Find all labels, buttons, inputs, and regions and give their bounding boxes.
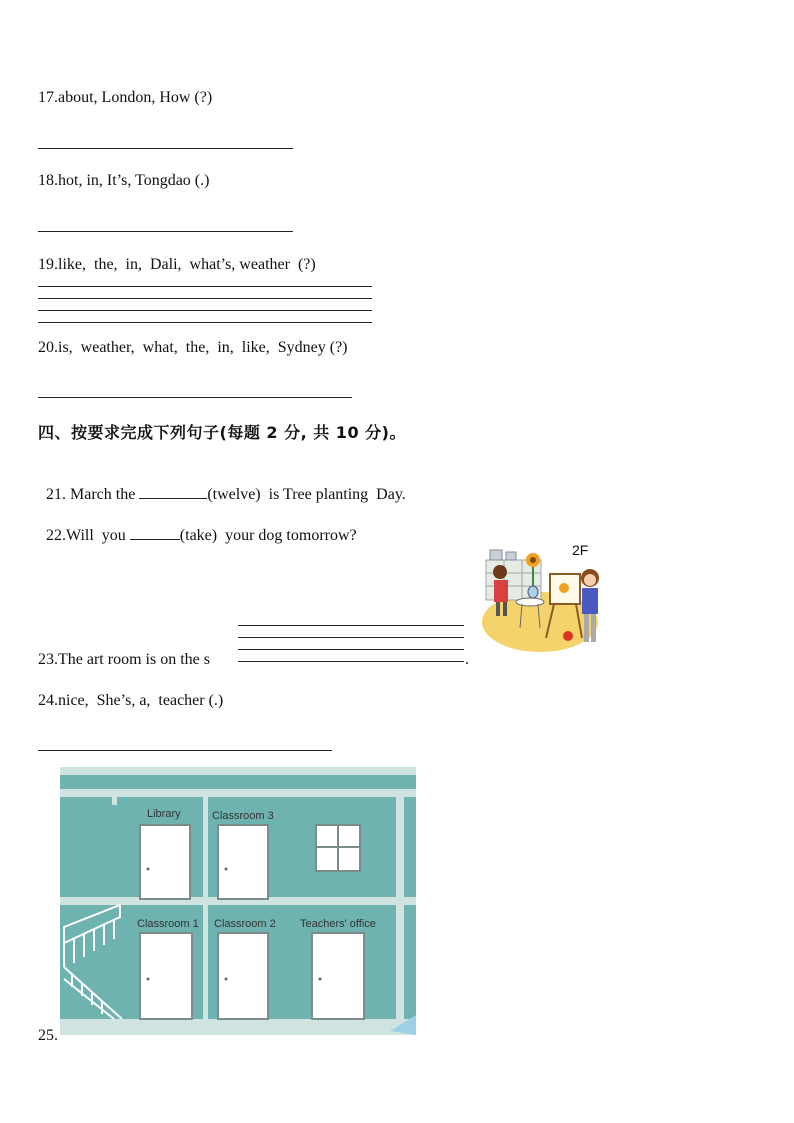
room-label-classroom-2: Classroom 2 <box>214 918 276 930</box>
question-23-end: . <box>465 651 469 668</box>
question-21 <box>38 463 406 505</box>
school-building-illustration <box>60 767 418 1039</box>
question-23: 23.The art room is on the s <box>38 651 210 668</box>
answer-line-19c[interactable] <box>38 310 372 311</box>
room-label-classroom-1: Classroom 1 <box>137 918 199 930</box>
question-19: 19.like, the, in, Dali, what’s, weather (?) <box>38 256 316 273</box>
question-22-after: (take) your dog tomorrow? <box>179 527 357 544</box>
answer-line-23d[interactable] <box>238 661 464 662</box>
answer-line-23a[interactable] <box>238 625 464 626</box>
answer-line-20[interactable] <box>38 397 352 398</box>
question-17: 17.about, London, How (?) <box>38 89 213 106</box>
answer-line-17[interactable] <box>38 148 293 149</box>
question-21-before: 21. March the <box>46 486 140 503</box>
question-18: 18.hot, in, It’s, Tongdao (.) <box>38 172 210 189</box>
room-label-teachers-office: Teachers' office <box>300 918 376 930</box>
room-label-library: Library <box>147 808 181 820</box>
answer-line-24[interactable] <box>38 750 332 751</box>
answer-line-18[interactable] <box>38 231 293 232</box>
art-room-illustration <box>478 540 613 660</box>
answer-line-23b[interactable] <box>238 637 464 638</box>
question-22 <box>38 504 357 546</box>
question-25-number: 25. <box>38 1027 58 1044</box>
question-21-after: (twelve) is Tree planting Day. <box>207 486 406 503</box>
room-label-classroom-3: Classroom 3 <box>212 810 274 822</box>
answer-blank-21[interactable] <box>139 483 207 499</box>
answer-line-19a[interactable] <box>38 286 372 287</box>
answer-line-23c[interactable] <box>238 649 464 650</box>
question-22-before: 22.Will you <box>46 527 130 544</box>
section-4-heading: 四、按要求完成下列句子(每题 2 分, 共 10 分)。 <box>38 423 406 442</box>
answer-line-19b[interactable] <box>38 298 372 299</box>
floor-label: 2F <box>572 542 589 558</box>
answer-line-19d[interactable] <box>38 322 372 323</box>
question-20: 20.is, weather, what, the, in, like, Sydney (?) <box>38 339 348 356</box>
answer-blank-22[interactable] <box>130 524 180 540</box>
question-24: 24.nice, She’s, a, teacher (.) <box>38 692 224 709</box>
